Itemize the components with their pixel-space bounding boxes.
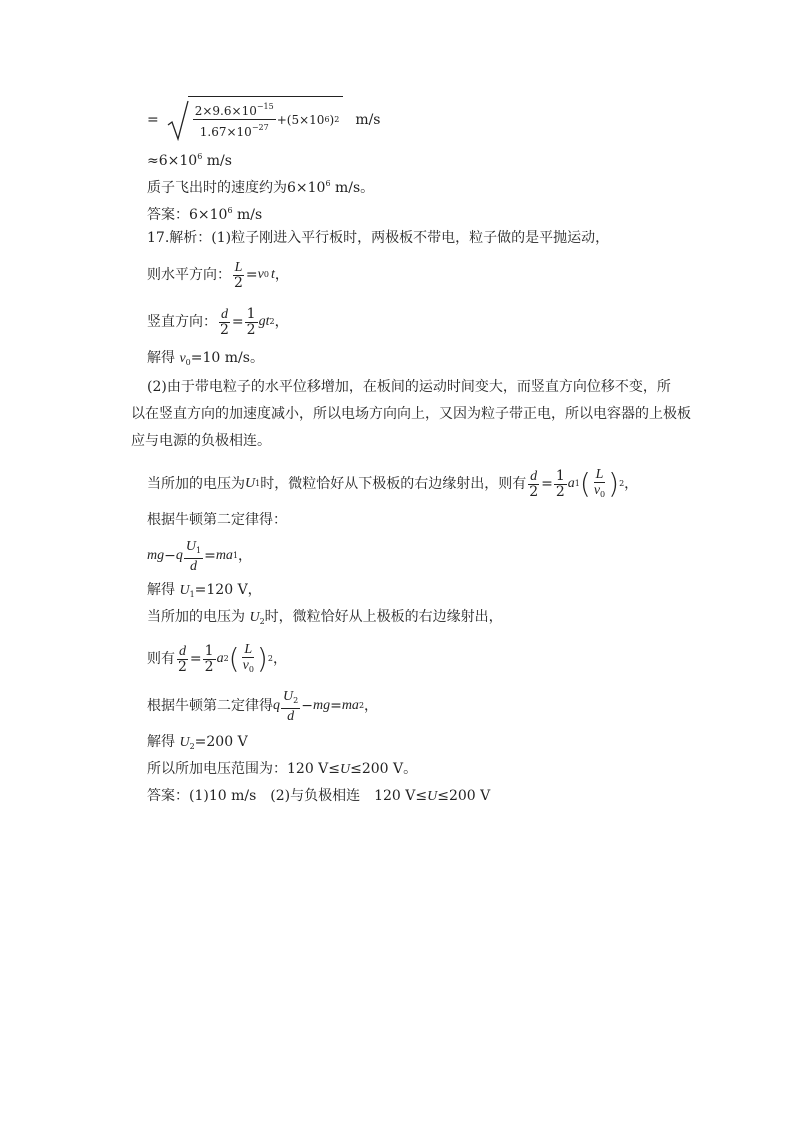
variable: gt bbox=[258, 314, 270, 329]
text: 质子飞出时的速度约为6×10 bbox=[147, 180, 326, 196]
left-paren: ( bbox=[579, 467, 591, 500]
punct: ， bbox=[274, 267, 289, 283]
denominator: 2 bbox=[204, 658, 214, 675]
fraction bbox=[232, 260, 245, 291]
paragraph-2-line-3 bbox=[131, 432, 271, 450]
variable: t bbox=[270, 267, 275, 282]
text-line-3 bbox=[147, 175, 374, 197]
variable: mg bbox=[312, 698, 331, 713]
exponent: 2 bbox=[269, 317, 275, 326]
variable: mg bbox=[147, 548, 165, 563]
variable: ma bbox=[341, 698, 359, 713]
exponent: −27 bbox=[251, 123, 269, 132]
problem-17-intro bbox=[147, 229, 609, 247]
denominator: 2 bbox=[555, 483, 565, 500]
minus-sign: − bbox=[301, 698, 313, 714]
voltage-range bbox=[147, 760, 417, 779]
fraction bbox=[281, 689, 300, 724]
subscript: 1 bbox=[189, 590, 195, 599]
text: =120 V， bbox=[194, 582, 262, 598]
numerator: d bbox=[220, 306, 228, 322]
punct: ， bbox=[624, 476, 639, 492]
paragraph-2-line-2 bbox=[131, 405, 691, 423]
numerator: 2×9.6×10 bbox=[194, 104, 257, 118]
sqrt-expression bbox=[167, 99, 344, 141]
subscript: 2 bbox=[189, 742, 195, 751]
subscript: 2 bbox=[223, 654, 229, 663]
numerator: 1 bbox=[204, 642, 214, 659]
variable: a bbox=[216, 651, 224, 666]
fraction bbox=[245, 307, 258, 338]
text: 则水平方向： bbox=[147, 267, 231, 283]
numerator: L bbox=[595, 466, 604, 482]
fraction bbox=[554, 469, 567, 500]
numerator: U bbox=[185, 538, 196, 554]
equals-sign: = bbox=[147, 112, 159, 128]
equals-sign: = bbox=[189, 651, 202, 667]
equation-line-1 bbox=[147, 98, 381, 142]
text: 解得 bbox=[147, 734, 180, 750]
denominator: 2 bbox=[234, 274, 243, 291]
subscript: 1 bbox=[195, 545, 202, 555]
minus-sign: − bbox=[164, 548, 176, 564]
equation-u2 bbox=[147, 637, 287, 681]
denominator: v bbox=[242, 657, 249, 673]
exponent: 2 bbox=[334, 114, 340, 124]
fraction bbox=[184, 539, 203, 574]
numerator: d bbox=[530, 468, 538, 484]
subscript: 1 bbox=[255, 479, 261, 488]
unit: m/s bbox=[355, 112, 381, 128]
paragraph-2-line-1 bbox=[147, 378, 671, 396]
variable: ma bbox=[215, 548, 233, 563]
punct: ， bbox=[238, 548, 253, 564]
punct: ， bbox=[272, 651, 287, 667]
text: 根据牛顿第二定律得 bbox=[147, 698, 273, 714]
exponent: 6 bbox=[325, 179, 331, 188]
unit: m/s bbox=[202, 153, 232, 169]
fraction bbox=[176, 644, 189, 675]
variable: U bbox=[249, 610, 260, 625]
fraction bbox=[241, 642, 256, 677]
variable: U bbox=[245, 476, 256, 491]
subscript: 1 bbox=[232, 551, 239, 560]
variable: q bbox=[175, 548, 183, 563]
denominator: 2 bbox=[178, 658, 187, 675]
fraction bbox=[218, 307, 231, 338]
numerator: L bbox=[234, 259, 243, 275]
variable: U bbox=[179, 583, 190, 598]
text: 答案：(1)10 m/s (2)与负极相连 120 V≤ bbox=[147, 788, 428, 804]
numerator: L bbox=[244, 641, 253, 657]
text: 所以所加电压范围为：120 V≤ bbox=[147, 761, 341, 777]
equals-sign: = bbox=[231, 314, 244, 330]
subscript: 0 bbox=[263, 270, 269, 279]
voltage-u2-condition bbox=[147, 608, 503, 631]
variable: U bbox=[179, 735, 190, 750]
right-paren: ) bbox=[608, 467, 620, 500]
vertical-equation bbox=[147, 304, 289, 340]
newton-equation-2 bbox=[147, 686, 378, 726]
answer-line-16 bbox=[147, 202, 262, 224]
denominator: 2 bbox=[246, 321, 256, 338]
numerator: d bbox=[178, 643, 186, 659]
equals-sign: = bbox=[541, 476, 553, 492]
equals-sign: = bbox=[204, 548, 216, 564]
punct: ， bbox=[274, 314, 289, 330]
exponent: 6 bbox=[227, 206, 233, 215]
numerator: 1 bbox=[246, 305, 256, 322]
numerator: U bbox=[283, 688, 294, 704]
numerator: 1 bbox=[555, 467, 565, 484]
fraction bbox=[203, 644, 216, 675]
denominator: 1.67×10 bbox=[199, 125, 252, 139]
answer-line-17 bbox=[147, 787, 490, 806]
denominator: 2 bbox=[220, 321, 229, 338]
text: 时，微粒恰好从下极板的右边缘射出，则有 bbox=[260, 476, 527, 492]
sqrt-icon bbox=[167, 99, 189, 141]
subscript: 1 bbox=[574, 479, 580, 488]
fraction bbox=[193, 99, 276, 140]
close-paren: ) bbox=[329, 112, 335, 127]
variable: a bbox=[567, 476, 575, 491]
exponent: 2 bbox=[619, 479, 625, 488]
text: 以在竖直方向的加速度减小，所以电场方向向上，又因为粒子带正电，所以电容器的上极板 bbox=[131, 406, 691, 422]
variable: U bbox=[340, 762, 351, 777]
unit: m/s。 bbox=[330, 180, 375, 196]
text: ≤200 V。 bbox=[350, 761, 418, 777]
text: ≤200 V bbox=[437, 788, 491, 804]
text: (2)由于带电粒子的水平位移增加，在板间的运动时间变大，而竖直方向位移不变，所 bbox=[147, 379, 671, 395]
subscript: 0 bbox=[185, 358, 191, 367]
text: 解得 bbox=[147, 350, 180, 366]
subscript: 0 bbox=[248, 664, 254, 674]
text-line-2 bbox=[147, 148, 232, 170]
variable: q bbox=[273, 698, 280, 713]
newton-equation-1 bbox=[147, 536, 252, 576]
newton-law-intro-1 bbox=[147, 511, 287, 529]
subscript: 2 bbox=[259, 617, 265, 626]
text: 答案：6×10 bbox=[147, 207, 228, 223]
unit: m/s bbox=[232, 207, 263, 223]
denominator: d bbox=[189, 558, 197, 574]
horizontal-equation bbox=[147, 257, 289, 293]
radicand bbox=[188, 96, 344, 140]
text: 时，微粒恰好从上极板的右边缘射出， bbox=[264, 609, 503, 625]
text: 则有 bbox=[147, 651, 175, 667]
left-paren: ( bbox=[228, 642, 240, 675]
fraction bbox=[592, 467, 607, 502]
variable: v bbox=[257, 267, 264, 282]
exponent: 6 bbox=[324, 114, 330, 124]
denominator: 2 bbox=[529, 483, 539, 500]
variable: U bbox=[427, 789, 438, 804]
equals-sign: = bbox=[330, 698, 342, 714]
plus-term: +(5×10 bbox=[276, 112, 325, 127]
right-paren: ) bbox=[256, 642, 268, 675]
text: 17.解析：(1)粒子刚进入平行板时，两极板不带电，粒子做的是平抛运动， bbox=[147, 230, 610, 246]
exponent: 2 bbox=[267, 654, 273, 663]
exponent: −15 bbox=[256, 102, 274, 111]
text: 当所加的电压为 bbox=[147, 476, 245, 492]
denominator: v bbox=[593, 482, 601, 498]
voltage-u1-condition bbox=[147, 462, 638, 506]
denominator: d bbox=[287, 708, 295, 724]
subscript: 0 bbox=[600, 489, 606, 499]
text: 竖直方向： bbox=[147, 314, 217, 330]
punct: ， bbox=[364, 698, 379, 714]
fraction bbox=[527, 469, 540, 500]
result-u1 bbox=[147, 581, 262, 604]
variable: v bbox=[179, 351, 186, 366]
text: =10 m/s。 bbox=[190, 350, 264, 366]
text: =200 V bbox=[194, 734, 248, 750]
text: 应与电源的负极相连。 bbox=[131, 433, 271, 449]
subscript: 2 bbox=[293, 695, 299, 705]
equals-sign: = bbox=[245, 267, 258, 283]
result-u2 bbox=[147, 733, 248, 756]
exponent: 6 bbox=[197, 152, 203, 161]
approx-value: ≈6×10 bbox=[147, 153, 198, 169]
text: 根据牛顿第二定律得： bbox=[147, 512, 287, 528]
text: 解得 bbox=[147, 582, 180, 598]
result-v0 bbox=[147, 349, 264, 372]
subscript: 2 bbox=[358, 701, 365, 710]
text: 当所加的电压为 bbox=[147, 609, 250, 625]
